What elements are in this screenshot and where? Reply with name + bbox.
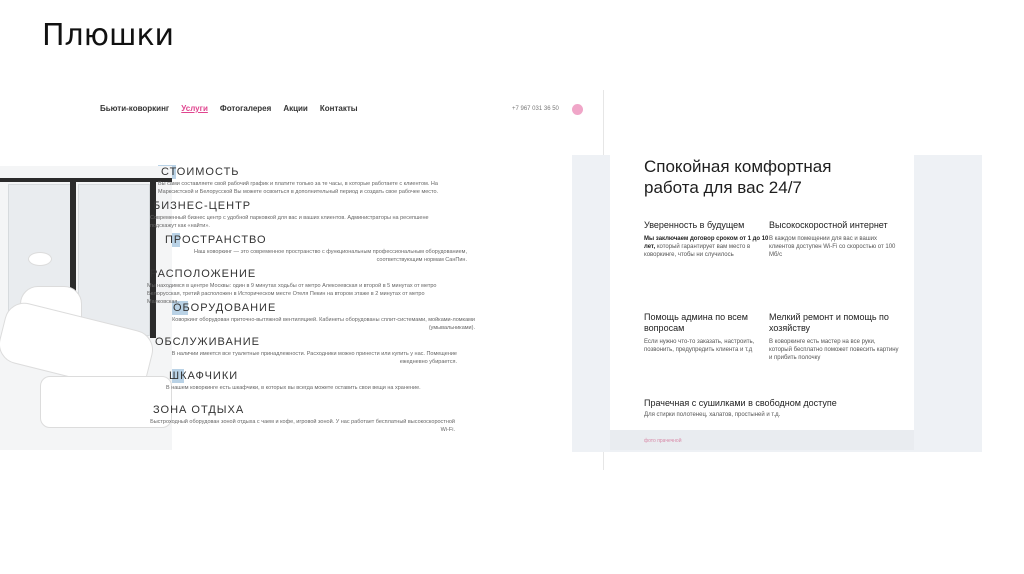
card-footer bbox=[610, 430, 914, 450]
nav-item-gallery[interactable]: Фотогалерея bbox=[219, 104, 272, 113]
benefit-title: Высокоскоростной интернет bbox=[769, 220, 888, 230]
benefit-admin bbox=[644, 312, 774, 354]
feature-text: Вы сами составляете свой рабочий график и платите только за те часы, в которые работаете с клиентом. На Марксистской и Белорусской Вы можете освоиться в дополнительный период и создать свое рабочее место. bbox=[158, 181, 439, 195]
feature-text: В наличии имеется все туалетные принадлежности. Расходники можно принести или купить у нас. Помещение ежедневно убирается. bbox=[171, 351, 457, 365]
site-nav bbox=[100, 104, 358, 113]
benefit-title: Мелкий ремонт и помощь по хозяйству bbox=[769, 312, 889, 333]
benefit-laundry bbox=[644, 398, 837, 418]
feature-space bbox=[162, 230, 467, 264]
benefit-internet bbox=[769, 220, 899, 259]
nav-item-contacts[interactable]: Контакты bbox=[319, 104, 358, 113]
nav-item-promos[interactable]: Акции bbox=[283, 104, 308, 113]
phone-number[interactable]: +7 967 031 36 50 bbox=[512, 106, 559, 112]
benefit-repair bbox=[769, 312, 899, 362]
feature-title: РАСПОЛОЖЕНИЕ bbox=[150, 268, 257, 280]
feature-equipment bbox=[170, 298, 475, 332]
feature-text: В нашем коворкинге есть шкафчики, в которых вы всегда можете оставить свои вещи на хранение. bbox=[166, 385, 421, 391]
benefits-card bbox=[610, 146, 914, 450]
laundry-title: Прачечная с сушилками в свободном доступе bbox=[644, 398, 837, 408]
feature-text: Мы находимся в центре Москвы: один в 9 минутах ходьбы от метро Алексеевская и второй в 5 минутах от метро Белорусская, третий расположен в Историческом месте Отеля Пекин на втором этаже в 2 минутах от метро Маяковская. bbox=[147, 283, 437, 305]
benefit-text: который гарантирует вам место в коворкинге, чтобы ни случилось bbox=[644, 244, 751, 258]
benefit-strong: Мы заключаем договор сроком от 1 до 10 лет, bbox=[644, 236, 769, 250]
benefit-title: Уверенность в будущем bbox=[644, 220, 745, 230]
laundry-photo-link[interactable]: фото прачечной bbox=[644, 438, 682, 444]
feature-cost bbox=[158, 162, 463, 196]
laundry-text: Для стирки полотенец, халатов, простыней и т.д. bbox=[644, 412, 781, 418]
benefit-text: В каждом помещении для вас и ваших клиентов доступен Wi-Fi со скоростью от 100 Мб/с bbox=[769, 236, 896, 258]
feature-lockers bbox=[166, 366, 421, 392]
feature-text: Наш коворкинг — это современное пространство с функциональным профессиональным оборудованием, соответствующим нормам СанПин. bbox=[194, 249, 467, 263]
nav-item-services[interactable]: Услуги bbox=[181, 104, 208, 113]
slide-title: Плюшки bbox=[42, 18, 175, 53]
feature-rest-zone bbox=[150, 400, 455, 434]
feature-text: Современный бизнес центр с удобной парковкой для вас и ваших клиентов. Администраторы на ресепшене подскажут как «найти». bbox=[150, 215, 429, 229]
feature-business-center bbox=[150, 196, 455, 230]
feature-text: Быстроходный оборудован зоной отдыха с чаем и кофе, игровой зоной. У нас работает бесплатный высокоскоростной Wi-Fi. bbox=[150, 419, 455, 433]
salon-photo bbox=[0, 166, 172, 450]
instagram-icon[interactable] bbox=[572, 104, 583, 115]
feature-title: ПРОСТРАНСТВО bbox=[165, 234, 267, 246]
feature-title: БИЗНЕС-ЦЕНТР bbox=[153, 200, 252, 212]
benefit-title: Помощь админа по всем вопросам bbox=[644, 312, 748, 333]
benefit-future bbox=[644, 220, 774, 259]
benefit-text: В коворкинге есть мастер на все руки, который бесплатно поможет повесить картину и прибить полочку bbox=[769, 339, 899, 361]
feature-text: Коворкинг оборудован приточно-вытяжной вентиляцией. Кабинеты оборудованы сплит-системами, мойками-ломками (умывальниками). bbox=[172, 317, 475, 331]
feature-title: ШКАФЧИКИ bbox=[169, 370, 239, 382]
card-heading: Спокойная комфортная работа для вас 24/7 bbox=[644, 157, 832, 197]
nav-item-coworking[interactable]: Бьюти-коворкинг bbox=[100, 104, 170, 113]
benefit-text: Если нужно что-то заказать, настроить, позвонить, предупредить клиента и т.д bbox=[644, 339, 755, 353]
feature-title: ОБОРУДОВАНИЕ bbox=[173, 302, 277, 314]
feature-title: ЗОНА ОТДЫХА bbox=[153, 404, 245, 416]
feature-title: СТОИМОСТЬ bbox=[161, 166, 240, 178]
feature-service bbox=[152, 332, 457, 366]
feature-title: ОБСЛУЖИВАНИЕ bbox=[155, 336, 260, 348]
